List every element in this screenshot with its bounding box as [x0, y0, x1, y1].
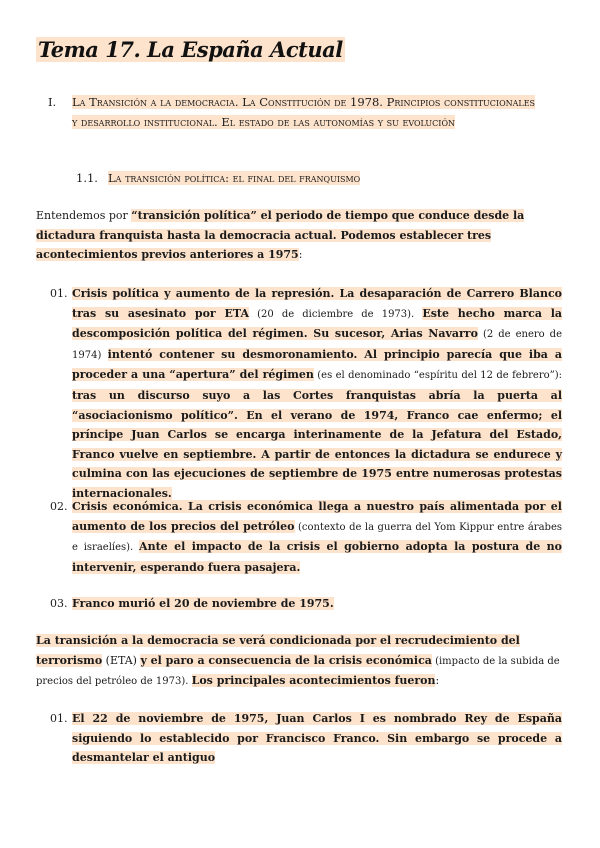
list-item: Crisis económica. La crisis económica llega a nuestro país alimentada por el aumento de los precios del petróleo (contexto de la guerra del Yom Kippur entre árabes e israelíes). Ante el impacto de la crisis el gobierno adopta la postura de no intervenir, esperando fuera pasajera. [72, 500, 562, 574]
list-item-number: 01. [50, 287, 68, 300]
section-number: I. [48, 95, 57, 109]
list-item: Franco murió el 20 de noviembre de 1975. [72, 597, 334, 610]
list-item-number: 03. [50, 597, 68, 610]
list-item-number: 02. [50, 500, 68, 513]
transition-paragraph: La transición a la democracia se verá condicionada por el recrudecimiento del terrorismo (ETA) y el paro a consecuencia de la crisis económica (impacto de la subida de precios del petróleo de 1973). Los principales acontecimientos fueron: [36, 634, 560, 688]
list-item: Crisis política y aumento de la represión. La desaparación de Carrero Blanco tras su asesinato por ETA (20 de diciembre de 1973). Este hecho marca la descomposición política del régimen. Su sucesor, Arias Navarro (2 de enero de 1974) intentó contener su desmoronamiento. Al principio parecía que iba a proceder a una “apertura” del régimen (es el denominado “espíritu del 12 de febrero”): tras un discurso suyo a las Cortes franquistas abría la puerta al “asociacionismo político”. En el verano de 1974, Franco cae enfermo; el príncipe Juan Carlos se encarga interinamente de la Jefatura del Estado, Franco vuelve en septiembre. A partir de entonces la dictadura se endurece y culmina con las ejecuciones de septiembre de 1975 entre numerosas protestas internacionales. [72, 287, 563, 500]
subsection-heading: La transición política: el final del franquismo [108, 171, 361, 185]
intro-paragraph: Entendemos por “transición política” el periodo de tiempo que conduce desde la dictadura franquista hasta la democracia actual. Podemos establecer tres acontecimientos previos anteriores a 1975: [36, 209, 525, 262]
list-item-number: 01. [50, 712, 68, 725]
list-item: El 22 de noviembre de 1975, Juan Carlos I es nombrado Rey de España siguiendo lo establecido por Francisco Franco. Sin embargo se procede a desmantelar el antiguo [72, 712, 562, 765]
page-title: Tema 17. La España Actual [38, 37, 343, 62]
section-heading: La Transición a la democracia. La Constitución de 1978. Principios constitucionales y desarrollo institucional. El estado de las autonomías y su evolución [72, 95, 536, 129]
subsection-number: 1.1. [76, 171, 98, 185]
